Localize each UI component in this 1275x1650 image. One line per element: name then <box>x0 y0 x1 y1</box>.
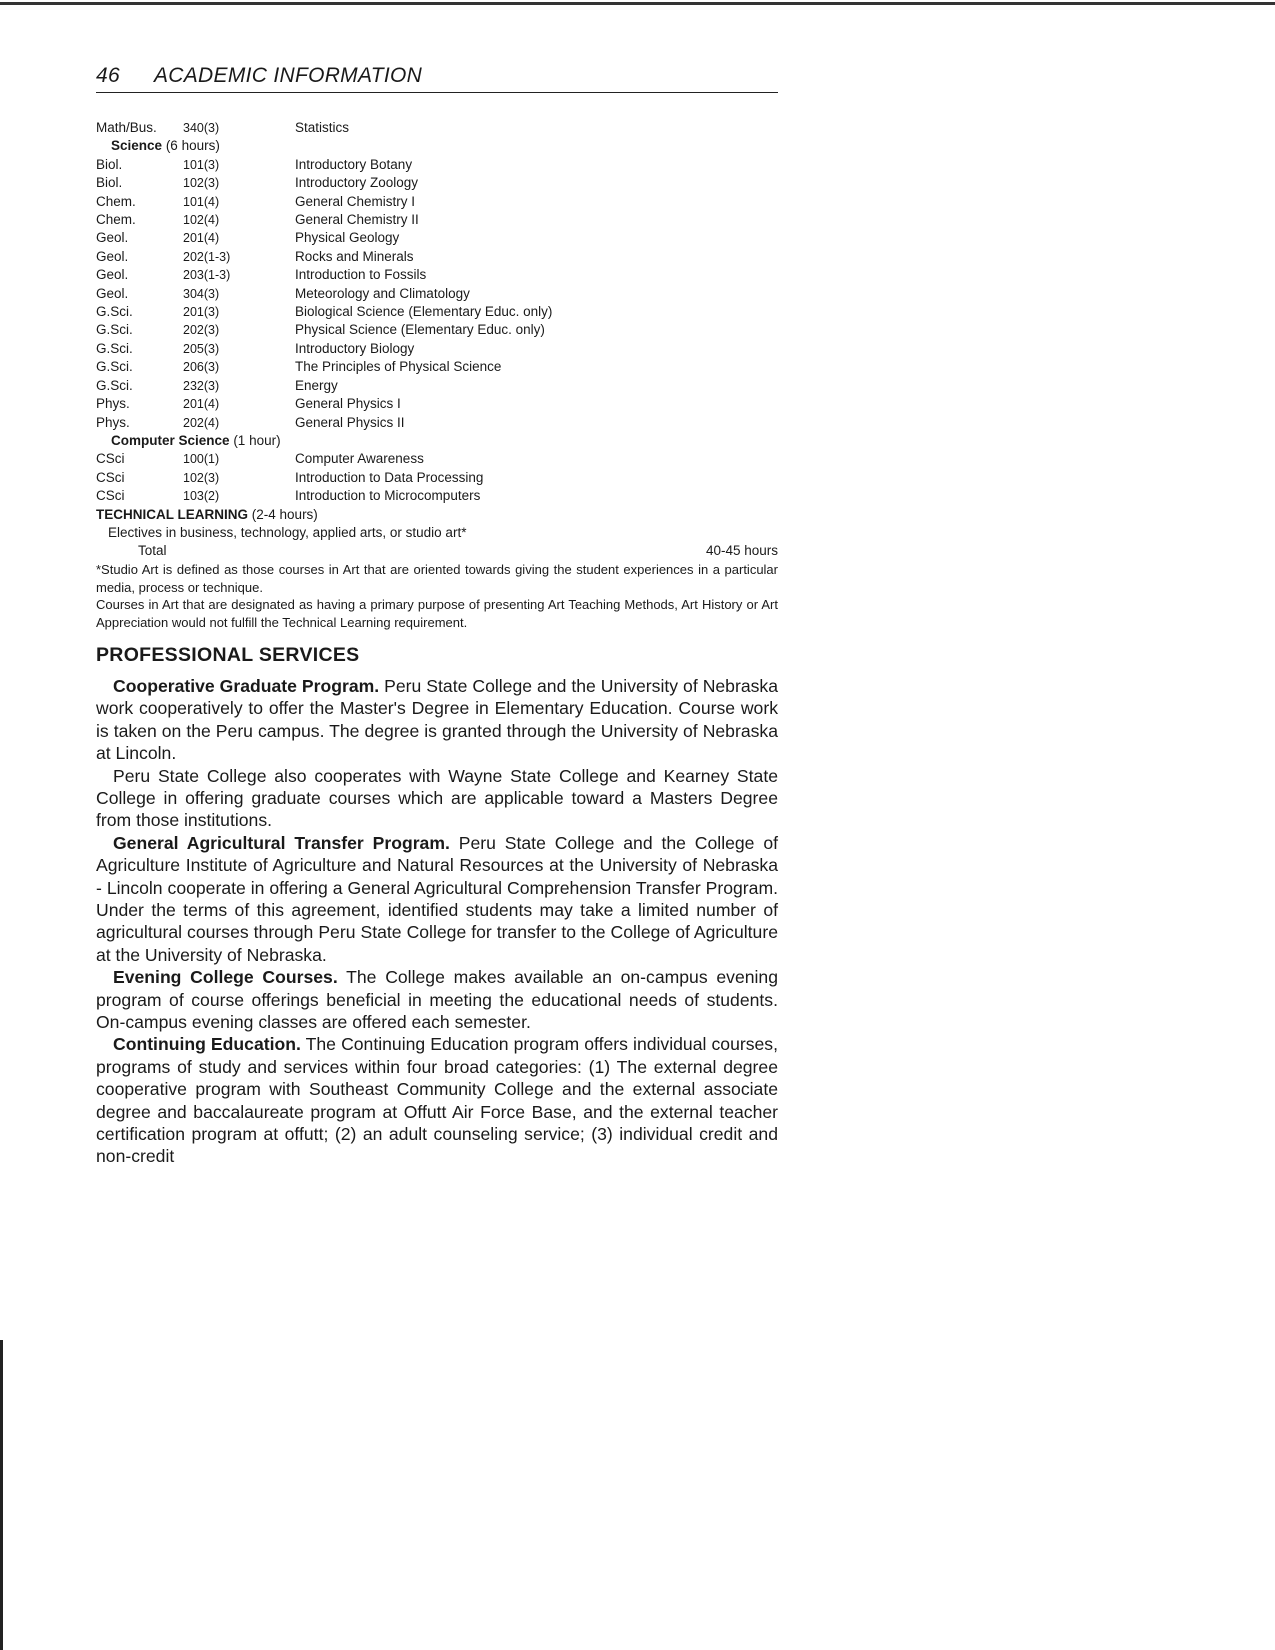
course-title: Computer Awareness <box>295 451 424 467</box>
course-number: 203(1-3) <box>183 268 231 283</box>
course-dept: Phys. <box>96 396 130 412</box>
course-dept: CSci <box>96 451 125 467</box>
course-number: 201(4) <box>183 231 220 246</box>
group-label: Science <box>111 138 163 154</box>
running-head <box>96 64 778 93</box>
electives-line: Electives in business, technology, applied arts, or studio art* <box>108 524 467 540</box>
course-row <box>96 119 778 137</box>
course-dept: Chem. <box>96 193 136 209</box>
course-title: Introduction to Fossils <box>295 267 427 283</box>
paragraph-cooperative-graduate <box>96 675 778 765</box>
course-row <box>96 156 778 174</box>
course-number: 304(3) <box>183 286 220 301</box>
course-title: Physical Geology <box>295 230 400 246</box>
group-hours: (1 hour) <box>233 432 281 448</box>
course-number: 102(3) <box>183 176 220 191</box>
course-title: Meteorology and Climatology <box>295 285 470 301</box>
left-edge-rule <box>0 1340 3 1650</box>
course-title: Statistics <box>295 120 350 135</box>
course-title: Energy <box>295 377 338 393</box>
group-hours: (2-4 hours) <box>251 506 318 522</box>
group-hours: (6 hours) <box>165 138 220 154</box>
course-title: Introductory Botany <box>295 156 413 172</box>
professional-services-text <box>96 675 778 1168</box>
course-row <box>96 211 778 229</box>
course-title: Introductory Biology <box>295 340 415 356</box>
paragraph-body: Peru State College also cooperates with Wayne State College and Kearney State College in offering graduate courses which are applicable toward a Masters Degree from those institutions. <box>96 765 778 831</box>
course-row <box>96 340 778 358</box>
course-dept: G.Sci. <box>96 377 133 393</box>
course-number: 103(2) <box>183 489 220 504</box>
course-dept: Geol. <box>96 230 129 246</box>
course-row <box>96 321 778 339</box>
course-title: Introductory Zoology <box>295 175 419 191</box>
paragraph-lead: Cooperative Graduate Program. <box>113 675 380 696</box>
group-label: TECHNICAL LEARNING <box>96 506 249 522</box>
course-number: 201(3) <box>183 305 220 320</box>
science-heading <box>96 137 778 155</box>
course-row <box>96 266 778 284</box>
course-row <box>96 377 778 395</box>
paragraph-continuing-education <box>96 1033 778 1167</box>
course-title: General Chemistry II <box>295 212 419 228</box>
course-row <box>96 358 778 376</box>
group-label: Computer Science <box>111 432 230 448</box>
technical-learning-heading <box>96 506 778 524</box>
course-number: 202(3) <box>183 323 220 338</box>
course-row <box>96 487 778 505</box>
course-number: 232(3) <box>183 378 220 393</box>
course-number: 202(4) <box>183 415 220 430</box>
course-number: 205(3) <box>183 341 220 356</box>
course-dept: Geol. <box>96 267 129 283</box>
course-row <box>96 469 778 487</box>
total-label: Total <box>138 543 167 559</box>
course-title: Physical Science (Elementary Educ. only) <box>295 322 545 338</box>
course-row <box>96 285 778 303</box>
course-row <box>96 395 778 413</box>
paragraph-lead: General Agricultural Transfer Program. <box>113 832 450 853</box>
footnote-art-courses: Courses in Art that are designated as having a primary purpose of presenting Art Teaching Methods, Art History or Art Appreciation would not fulfill the Technical Learning requirement. <box>96 597 778 631</box>
course-title: Biological Science (Elementary Educ. only) <box>295 304 553 320</box>
course-row <box>96 248 778 266</box>
course-dept: Phys. <box>96 414 130 430</box>
science-course-rows <box>96 156 778 432</box>
course-row <box>96 174 778 192</box>
footnote-studio-art: *Studio Art is defined as those courses in Art that are oriented towards giving the student experiences in a particular media, process or technique. <box>96 561 778 595</box>
course-dept: Geol. <box>96 248 129 264</box>
course-dept: G.Sci. <box>96 340 133 356</box>
course-dept: Biol. <box>96 175 123 191</box>
course-dept: G.Sci. <box>96 322 133 338</box>
course-title: Introduction to Data Processing <box>295 469 484 485</box>
course-number: 101(4) <box>183 194 220 209</box>
course-list <box>96 119 778 632</box>
course-dept: Geol. <box>96 285 129 301</box>
course-title: Introduction to Microcomputers <box>295 488 481 504</box>
paragraph-evening-college <box>96 966 778 1033</box>
paragraph-lead: Continuing Education. <box>113 1034 301 1055</box>
course-dept: CSci <box>96 469 125 485</box>
paragraph-body: Peru State College and the University of Nebraska work cooperatively to offer the Master's Degree in Elementary Education. Course work is taken on the Peru campus. The degree is granted through the University of Nebraska at Lincoln. <box>96 675 778 764</box>
paragraph-graduate-cooperation <box>96 765 778 832</box>
paragraph-body: The Continuing Education program offers individual courses, programs of study and services within four broad categories: (1) The external degree cooperative program with Southeast Community College and the external associate degree and baccalaureate program at Offutt Air Force Base, and the external teacher certification program at offutt; (2) an adult counseling service; (3) individual credit and non-credit <box>96 1034 778 1167</box>
paragraph-agricultural-transfer <box>96 832 778 966</box>
course-title: General Chemistry I <box>295 193 416 209</box>
top-edge-rule <box>0 2 1275 5</box>
paragraph-body: Peru State College and the College of Agriculture Institute of Agriculture and Natural Resources at the University of Nebraska - Lincoln cooperate in offering a General Agricultural Comprehension Transfer Program. Under the terms of this agreement, identified students may take a limited number of agricultural courses through Peru State College for transfer to the College of Agriculture at the University of Nebraska. <box>96 832 778 965</box>
course-row <box>96 450 778 468</box>
course-title: General Physics II <box>295 414 405 430</box>
total-row <box>96 542 778 560</box>
page-number: 46 <box>96 64 120 87</box>
paragraph-lead: Evening College Courses. <box>113 967 338 988</box>
course-title: The Principles of Physical Science <box>295 359 502 375</box>
course-number: 202(1-3) <box>183 249 231 264</box>
course-number: 101(3) <box>183 157 220 172</box>
course-number: 340(3) <box>183 121 220 135</box>
course-row <box>96 414 778 432</box>
course-number: 100(1) <box>183 452 220 467</box>
course-number: 206(3) <box>183 360 220 375</box>
computer-science-heading <box>96 432 778 450</box>
course-dept: Chem. <box>96 212 136 228</box>
course-number: 102(4) <box>183 213 220 228</box>
course-row <box>96 193 778 211</box>
course-dept: CSci <box>96 488 125 504</box>
course-row <box>96 303 778 321</box>
course-title: General Physics I <box>295 396 401 412</box>
computer-science-course-rows <box>96 450 778 505</box>
course-dept: G.Sci. <box>96 304 133 320</box>
course-dept: Math/Bus. <box>96 120 157 135</box>
paragraph-body: The College makes available an on-campus evening program of course offerings beneficial in meeting the educational needs of students. On-campus evening classes are offered each semester. <box>96 967 778 1033</box>
course-title: Rocks and Minerals <box>295 248 414 264</box>
total-value: 40-45 hours <box>705 543 778 559</box>
course-number: 102(3) <box>183 470 220 485</box>
course-row <box>96 229 778 247</box>
course-dept: Biol. <box>96 156 123 172</box>
page <box>96 64 778 1168</box>
course-dept: G.Sci. <box>96 359 133 375</box>
section-heading: PROFESSIONAL SERVICES <box>96 643 360 666</box>
course-number: 201(4) <box>183 397 220 412</box>
page-title: ACADEMIC INFORMATION <box>153 64 423 87</box>
